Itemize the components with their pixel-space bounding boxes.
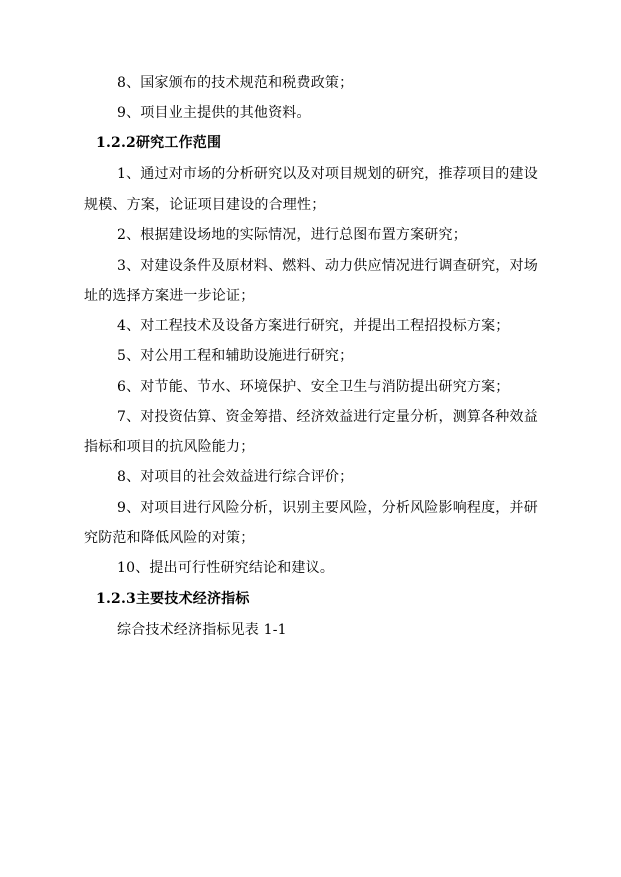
paragraph-line: 9、对项目进行风险分析，识别主要风险，分析风险影响程度，并研 (117, 500, 538, 516)
section-heading: 1.2.2研究工作范围 (96, 135, 222, 151)
paragraph-line: 5、对公用工程和辅助设施进行研究； (117, 348, 354, 364)
paragraph-line: 9、项目业主提供的其他资料。 (117, 105, 311, 121)
paragraph-line: 6、对节能、节水、环境保护、安全卫生与消防提出研究方案； (117, 379, 510, 395)
paragraph-line: 10、提出可行性研究结论和建议。 (117, 560, 335, 576)
paragraph-line: 1、通过对市场的分析研究以及对项目规划的研究，推荐项目的建设 (117, 166, 538, 182)
paragraph-line: 7、对投资估算、资金筹措、经济效益进行定量分析，测算各种效益 (117, 409, 538, 425)
paragraph-line: 8、国家颁布的技术规范和税费政策； (117, 75, 354, 91)
paragraph-line: 综合技术经济指标见表 1-1 (117, 622, 287, 638)
paragraph-line: 指标和项目的抗风险能力； (84, 439, 255, 455)
paragraph-line: 址的选择方案进一步论证； (84, 288, 255, 304)
paragraph-line: 究防范和降低风险的对策； (84, 530, 255, 546)
paragraph-line: 3、对建设条件及原材料、燃料、动力供应情况进行调查研究，对场 (117, 258, 538, 274)
paragraph-line: 2、根据建设场地的实际情况，进行总图布置方案研究； (117, 227, 467, 243)
paragraph-line: 4、对工程技术及设备方案进行研究，并提出工程招投标方案； (117, 318, 510, 334)
paragraph-line: 8、对项目的社会效益进行综合评价； (117, 469, 354, 485)
paragraph-line: 规模、方案，论证项目建设的合理性； (84, 197, 326, 213)
section-heading: 1.2.3主要技术经济指标 (96, 591, 250, 607)
